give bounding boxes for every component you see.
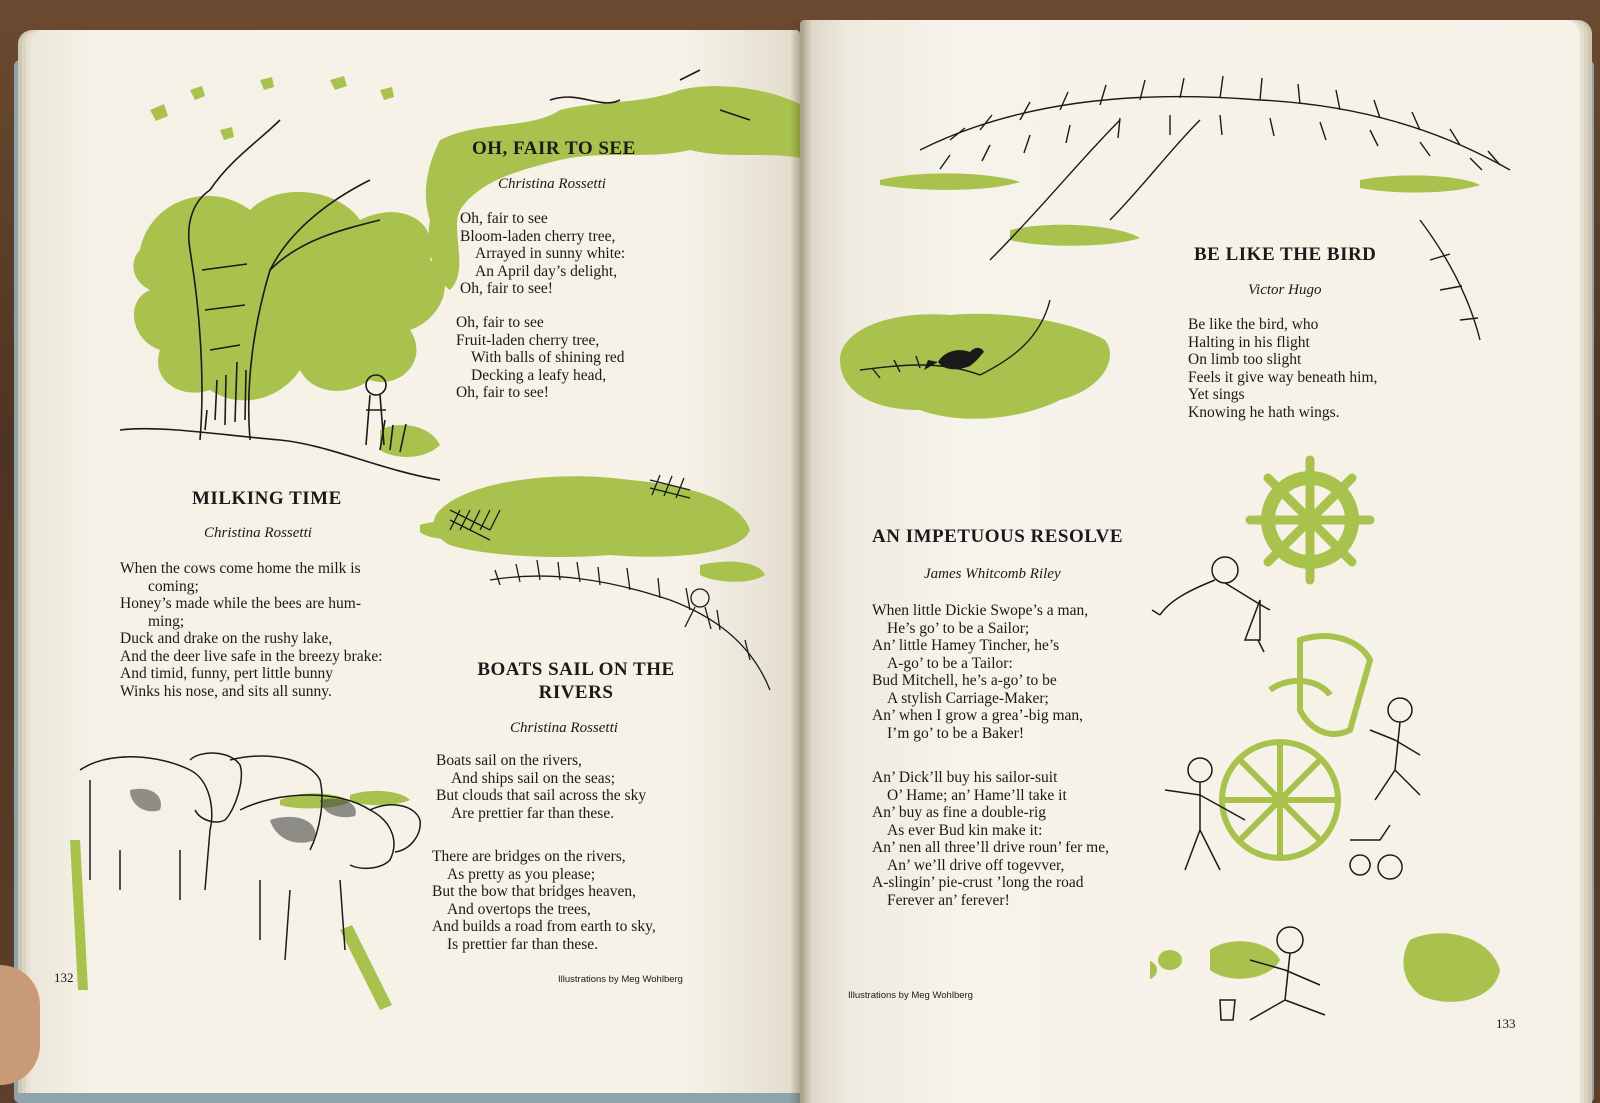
poem-line: And timid, funny, pert little bunny [120, 665, 333, 682]
poem-line: An’ we’ll drive off togevver, [887, 856, 1065, 874]
poem-stanza [872, 602, 1088, 742]
children-playing-illustration [1150, 440, 1550, 1040]
poem-line: An’ nen all three’ll drive roun’ fer me, [872, 839, 1109, 856]
poem-line: When little Dickie Swope’s a man, [872, 602, 1089, 619]
poem-line: But clouds that sail across the sky [436, 787, 647, 804]
poem-line: Bloom-laden cherry tree, [460, 227, 616, 245]
poem-line: As pretty as you please; [447, 865, 596, 883]
poem-title-milking-time: MILKING TIME [192, 488, 342, 509]
poem-line: An April day’s delight, [475, 262, 618, 280]
poem-line: Is prettier far than these. [447, 935, 599, 953]
poem-line: A-slingin’ pie-crust ’long the road [872, 874, 1084, 891]
poem-author: James Whitcomb Riley [924, 566, 1061, 582]
poem-line: An’ little Hamey Tincher, he’s [872, 637, 1060, 654]
poem-title-line: RIVERS [538, 682, 614, 703]
branch-and-bird-illustration [820, 60, 1540, 440]
poem-stanza [460, 210, 625, 298]
poem-line: And builds a road from earth to sky, [432, 918, 656, 935]
poem-line: Boats sail on the rivers, [436, 752, 582, 769]
poem-line: Decking a leafy head, [471, 366, 607, 384]
poem-stanza [436, 752, 646, 822]
cows-illustration [70, 720, 440, 1020]
poem-title-an-impetuous-resolve: AN IMPETUOUS RESOLVE [872, 526, 1124, 547]
poem-line: With balls of shining red [471, 349, 625, 366]
poem-title-boats-sail [466, 658, 686, 704]
poem-author: Victor Hugo [1248, 282, 1322, 298]
poem-stanza [872, 769, 1109, 909]
right-page [800, 20, 1580, 1103]
poem-line: Arrayed in sunny white: [475, 245, 626, 262]
poem-line: But the bow that bridges heaven, [432, 883, 637, 900]
poem-line: O’ Hame; an’ Hame’ll take it [887, 786, 1067, 804]
cherry-tree-illustration [80, 50, 810, 490]
poem-line: ming; [148, 612, 185, 630]
poem-title-be-like-the-bird: BE LIKE THE BIRD [1194, 244, 1377, 265]
poem-line: coming; [148, 577, 199, 595]
poem-line: An’ Dick’ll buy his sailor-suit [872, 769, 1058, 786]
poem-line: Halting in his flight [1188, 333, 1310, 351]
poem-line: Yet sings [1188, 386, 1245, 403]
illustration-credit: Illustrations by Meg Wohlberg [558, 974, 683, 985]
poem-line: I’m go’ to be a Baker! [887, 724, 1025, 742]
poem-line: On limb too slight [1188, 351, 1302, 368]
poem-line: Are prettier far than these. [451, 804, 615, 822]
page-number: 132 [54, 970, 74, 985]
poem-line: A-go’ to be a Tailor: [887, 654, 1013, 672]
poem-author: Christina Rossetti [498, 176, 606, 192]
poem-line: And the deer live safe in the breezy brake: [120, 647, 383, 665]
poem-title-oh-fair-to-see: OH, FAIR TO SEE [472, 138, 636, 159]
poem-line: There are bridges on the rivers, [432, 848, 626, 865]
poem-stanza [432, 848, 656, 953]
poem-line: Honey’s made while the bees are hum- [120, 595, 362, 612]
poem-line: Oh, fair to see! [460, 280, 553, 297]
poem-stanza [120, 560, 383, 700]
left-page [30, 30, 800, 1093]
poem-line: And ships sail on the seas; [451, 769, 616, 787]
book-gutter [790, 20, 812, 1103]
poem-line: As ever Bud kin make it: [887, 821, 1043, 839]
poem-line: Oh, fair to see [460, 210, 548, 227]
poem-line: Fruit-laden cherry tree, [456, 331, 600, 349]
poem-line: Bud Mitchell, he’s a-go’ to be [872, 672, 1057, 689]
poem-title-line: BOATS SAIL ON THE [477, 659, 675, 680]
poem-line: An’ buy as fine a double-rig [872, 804, 1047, 821]
poem-line: Feels it give way beneath him, [1188, 368, 1378, 386]
poem-stanza [456, 314, 625, 402]
illustration-credit: Illustrations by Meg Wohlberg [848, 990, 973, 1001]
page-number: 133 [1496, 1016, 1516, 1031]
poem-stanza [1188, 316, 1377, 421]
poem-line: Be like the bird, who [1188, 316, 1319, 333]
poem-line: A stylish Carriage-Maker; [887, 689, 1049, 707]
poem-line: Oh, fair to see! [456, 384, 549, 401]
poem-line: Oh, fair to see [456, 314, 544, 331]
poem-author: Christina Rossetti [204, 525, 312, 541]
poem-author: Christina Rossetti [510, 720, 618, 736]
poem-line: An’ when I grow a grea’-big man, [872, 707, 1084, 724]
poem-line: Knowing he hath wings. [1188, 403, 1340, 421]
poem-line: And overtops the trees, [447, 900, 591, 918]
poem-line: He’s go’ to be a Sailor; [887, 619, 1030, 637]
poem-line: When the cows come home the milk is [120, 560, 361, 577]
poem-line: Ferever an’ ferever! [887, 891, 1010, 909]
poem-line: Duck and drake on the rushy lake, [120, 630, 333, 647]
poem-line: Winks his nose, and sits all sunny. [120, 682, 332, 700]
